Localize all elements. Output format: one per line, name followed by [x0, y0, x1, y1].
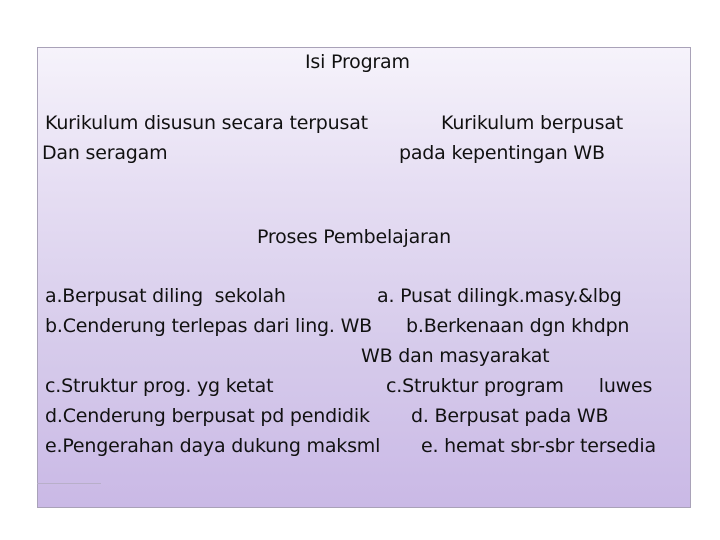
learning-row-left: a.Berpusat diling sekolah: [45, 285, 286, 307]
learning-row-right: b.Berkenaan dgn khdpn: [406, 315, 630, 337]
decorative-rule: [37, 483, 101, 484]
learning-row-left: e.Pengerahan daya dukung maksml: [45, 435, 381, 457]
program-left-line2: Dan seragam: [42, 142, 168, 164]
learning-row-left: c.Struktur prog. yg ketat: [45, 375, 274, 397]
learning-row-right: e. hemat sbr-sbr tersedia: [421, 435, 656, 457]
program-left-line1: Kurikulum disusun secara terpusat: [45, 112, 368, 134]
slide-title: Isi Program: [305, 51, 410, 73]
learning-row-right: WB dan masyarakat: [361, 345, 550, 367]
learning-row-left: b.Cenderung terlepas dari ling. WB: [45, 315, 372, 337]
learning-row-right: c.Struktur program luwes: [386, 375, 653, 397]
learning-row-left: d.Cenderung berpusat pd pendidik: [45, 405, 370, 427]
program-right-line1: Kurikulum berpusat: [441, 112, 624, 134]
learning-row-right: d. Berpusat pada WB: [411, 405, 609, 427]
program-right-line2: pada kepentingan WB: [399, 142, 605, 164]
section-heading: Proses Pembelajaran: [257, 226, 451, 248]
learning-row-right: a. Pusat dilingk.masy.&lbg: [377, 285, 622, 307]
